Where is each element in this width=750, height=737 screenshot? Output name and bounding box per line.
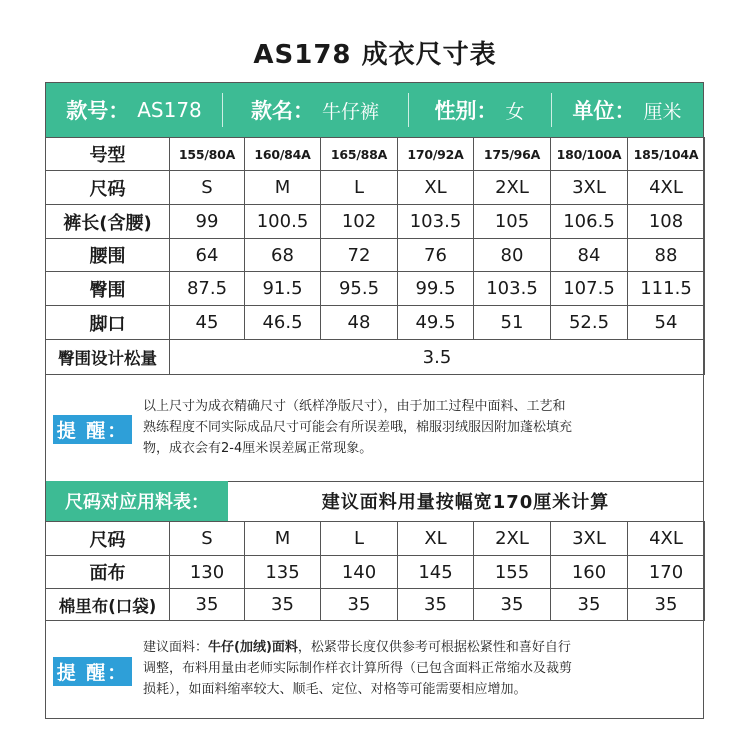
table-cell: 35 — [170, 589, 245, 621]
table-cell: 88 — [628, 239, 705, 272]
table-cell: 72 — [321, 239, 398, 272]
note-line: 物，成衣会有2-4厘米误差属正常现象。 — [143, 441, 373, 456]
size-row-hem — [46, 306, 705, 340]
gender-label: 性别： — [434, 99, 498, 123]
table-cell: 80 — [474, 239, 551, 272]
table-cell: 185/104A — [628, 138, 705, 171]
table-cell: 107.5 — [551, 272, 628, 306]
table-cell: XL — [398, 522, 474, 556]
fabric-section-label: 尺码对应用料表： — [46, 481, 228, 521]
row-label: 脚口 — [46, 306, 170, 340]
table-cell: 155 — [474, 556, 551, 589]
table-cell: 155/80A — [170, 138, 245, 171]
table-cell: 46.5 — [245, 306, 321, 340]
row-label: 面布 — [46, 556, 170, 589]
note-box-2 — [46, 620, 703, 718]
table-cell: 106.5 — [551, 205, 628, 239]
table-cell: 68 — [245, 239, 321, 272]
table-cell: 103.5 — [398, 205, 474, 239]
table-cell: S — [170, 522, 245, 556]
table-cell: 108 — [628, 205, 705, 239]
size-table — [45, 137, 705, 375]
style-name-cell — [222, 83, 408, 137]
table-cell: 140 — [321, 556, 398, 589]
style-name-label: 款名： — [250, 99, 314, 123]
row-label: 尺码 — [46, 171, 170, 205]
table-cell: 35 — [474, 589, 551, 621]
table-cell: 102 — [321, 205, 398, 239]
size-row-size — [46, 171, 705, 205]
table-cell: 64 — [170, 239, 245, 272]
table-cell: L — [321, 522, 398, 556]
table-cell: 160 — [551, 556, 628, 589]
table-cell: 130 — [170, 556, 245, 589]
note-text-1 — [143, 396, 699, 459]
table-cell: 4XL — [628, 522, 705, 556]
row-label: 号型 — [46, 138, 170, 171]
note-prefix: 建议面料： — [143, 640, 209, 655]
size-row-length — [46, 205, 705, 239]
table-cell: 170/92A — [398, 138, 474, 171]
table-cell: 52.5 — [551, 306, 628, 340]
table-cell: 135 — [245, 556, 321, 589]
table-cell: 2XL — [474, 171, 551, 205]
table-cell: 35 — [551, 589, 628, 621]
gender-cell — [408, 83, 551, 137]
row-label: 裤长(含腰) — [46, 205, 170, 239]
fabric-width-note: 建议面料用量按幅宽170厘米计算 — [321, 492, 610, 513]
table-cell: 35 — [398, 589, 474, 621]
unit-cell — [551, 83, 703, 137]
style-name-value: 牛仔裤 — [321, 100, 379, 123]
table-cell: 100.5 — [245, 205, 321, 239]
table-cell: 165/88A — [321, 138, 398, 171]
note-line: 损耗），如面料缩率较大、顺毛、定位、对格等可能需要相应增加。 — [143, 682, 527, 697]
note-text-2 — [143, 637, 699, 700]
unit-label: 单位： — [572, 99, 636, 123]
table-cell: 35 — [321, 589, 398, 621]
table-cell: 91.5 — [245, 272, 321, 306]
table-cell: 170 — [628, 556, 705, 589]
row-label: 臀围 — [46, 272, 170, 306]
table-cell: 35 — [628, 589, 705, 621]
ease-value: 3.5 — [170, 340, 705, 375]
table-cell: 2XL — [474, 522, 551, 556]
fabric-table — [45, 521, 705, 621]
row-label: 腰围 — [46, 239, 170, 272]
fabric-section-bar — [46, 481, 703, 521]
table-cell: 145 — [398, 556, 474, 589]
table-cell: 4XL — [628, 171, 705, 205]
size-row-ease — [46, 340, 705, 375]
gender-value: 女 — [505, 100, 525, 123]
table-cell: 45 — [170, 306, 245, 340]
note-suffix: ，松紧带长度仅供参考可根据松紧性和喜好自行 — [297, 640, 571, 655]
table-cell: 111.5 — [628, 272, 705, 306]
table-cell: XL — [398, 171, 474, 205]
table-cell: 95.5 — [321, 272, 398, 306]
item-no-value: AS178 — [137, 98, 202, 122]
table-cell: 3XL — [551, 171, 628, 205]
note-box-1 — [46, 375, 703, 482]
table-cell: M — [245, 171, 321, 205]
size-row-model — [46, 138, 705, 171]
table-cell: 160/84A — [245, 138, 321, 171]
note-line: 以上尺寸为成衣精确尺寸（纸样净版尺寸），由于加工过程中面料、工艺和 — [143, 399, 566, 414]
note-line: 熟练程度不同实际成品尺寸可能会有所误差哦，棉服羽绒服因附加蓬松填充 — [143, 420, 573, 435]
size-row-waist — [46, 239, 705, 272]
unit-value: 厘米 — [643, 100, 682, 123]
table-cell: 87.5 — [170, 272, 245, 306]
table-cell: M — [245, 522, 321, 556]
page-title: AS178 成衣尺寸表 — [253, 40, 497, 70]
table-cell: 99.5 — [398, 272, 474, 306]
fabric-row-shell — [46, 556, 705, 589]
note-line — [143, 637, 699, 658]
fabric-highlight: 牛仔(加绒)面料 — [208, 640, 298, 655]
table-cell: 84 — [551, 239, 628, 272]
table-cell: 103.5 — [474, 272, 551, 306]
row-label: 尺码 — [46, 522, 170, 556]
table-cell: 49.5 — [398, 306, 474, 340]
table-cell: 76 — [398, 239, 474, 272]
size-row-hip — [46, 272, 705, 306]
table-cell: 99 — [170, 205, 245, 239]
note-line: 调整，布料用量由老师实际制作样衣计算所得（已包含面料正常缩水及裁剪 — [143, 661, 573, 676]
table-cell: 3XL — [551, 522, 628, 556]
row-label: 棉里布(口袋) — [46, 589, 170, 621]
fabric-row-size — [46, 522, 705, 556]
table-cell: S — [170, 171, 245, 205]
item-no-label: 款号： — [66, 99, 130, 123]
item-no-cell — [46, 83, 222, 137]
table-cell: L — [321, 171, 398, 205]
row-label: 臀围设计松量 — [46, 340, 170, 375]
table-cell: 180/100A — [551, 138, 628, 171]
table-cell: 54 — [628, 306, 705, 340]
reminder-tag: 提 醒： — [53, 657, 132, 686]
table-cell: 51 — [474, 306, 551, 340]
table-cell: 35 — [245, 589, 321, 621]
fabric-row-lining — [46, 589, 705, 621]
header-bar — [46, 83, 703, 137]
table-cell: 105 — [474, 205, 551, 239]
reminder-tag: 提 醒： — [53, 415, 132, 444]
table-cell: 48 — [321, 306, 398, 340]
table-cell: 175/96A — [474, 138, 551, 171]
